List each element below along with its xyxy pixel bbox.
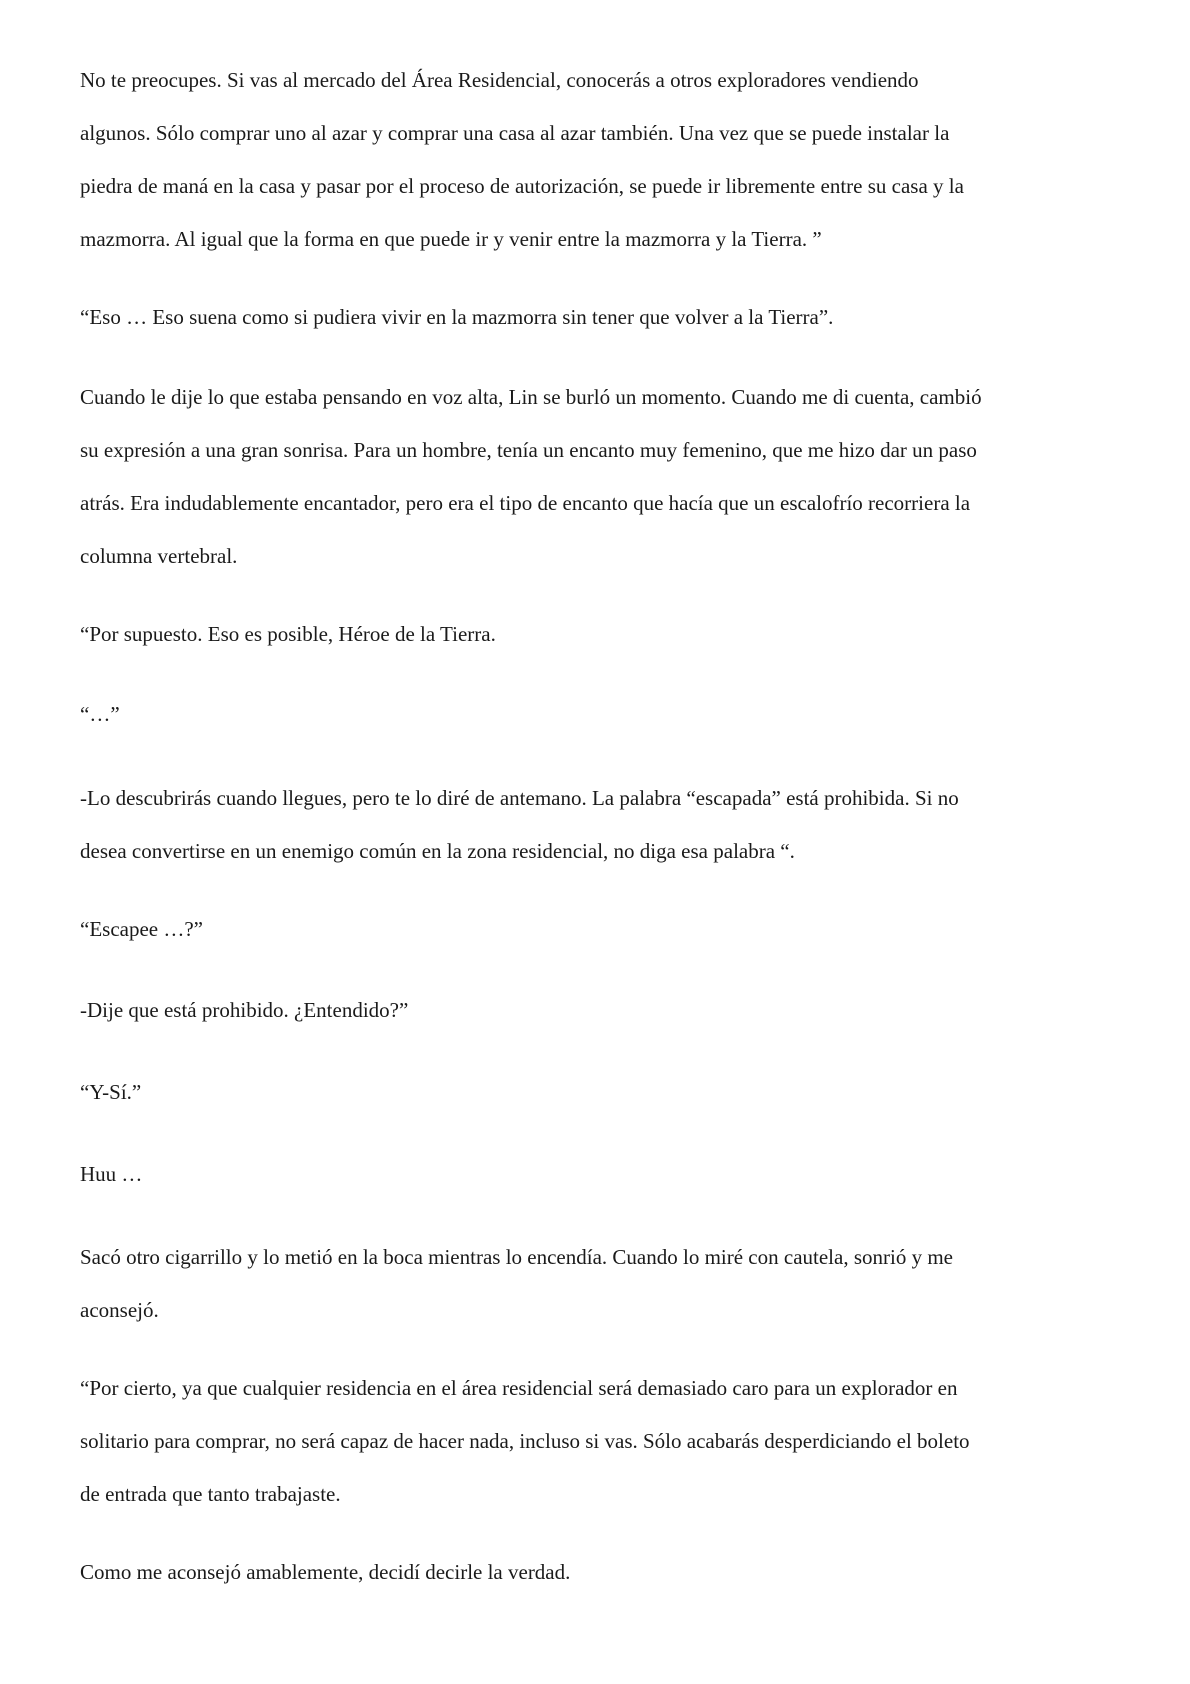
text-line: columna vertebral. — [80, 544, 238, 568]
paragraph-residence-cost — [80, 1362, 1120, 1521]
text-line: Como me aconsejó amablemente, decidí decirle la verdad. — [80, 1560, 571, 1584]
paragraph-huu — [80, 1148, 1120, 1201]
paragraph-of-course — [80, 608, 1120, 661]
text-line: piedra de maná en la casa y pasar por el proceso de autorización, se puede ir libremente entre su casa y la — [80, 174, 964, 198]
paragraph-understood — [80, 984, 1120, 1037]
text-line: “Eso … Eso suena como si pudiera vivir en la mazmorra sin tener que volver a la Tierra”. — [80, 305, 834, 329]
paragraph-lin-smile — [80, 371, 1120, 583]
text-line: Sacó otro cigarrillo y lo metió en la boca mientras lo encendía. Cuando lo miré con cautela, sonrió y me — [80, 1245, 953, 1269]
text-line: -Dije que está prohibido. ¿Entendido?” — [80, 998, 409, 1022]
text-line: Cuando le dije lo que estaba pensando en voz alta, Lin se burló un momento. Cuando me di cuenta, cambió — [80, 385, 982, 409]
paragraph-escapee — [80, 903, 1120, 956]
text-line: No te preocupes. Si vas al mercado del Área Residencial, conocerás a otros exploradores vendiendo — [80, 68, 919, 92]
paragraph-yes — [80, 1066, 1120, 1119]
text-line: -Lo descubrirás cuando llegues, pero te lo diré de antemano. La palabra “escapada” está prohibida. Si no — [80, 786, 959, 810]
text-line: Huu … — [80, 1162, 143, 1186]
paragraph-live-in-dungeon — [80, 291, 1120, 344]
text-line: de entrada que tanto trabajaste. — [80, 1482, 341, 1506]
paragraph-forbidden-word — [80, 772, 1120, 878]
text-line: “Por cierto, ya que cualquier residencia en el área residencial será demasiado caro para un explorador en — [80, 1376, 958, 1400]
text-line: desea convertirse en un enemigo común en la zona residencial, no diga esa palabra “. — [80, 839, 795, 863]
text-line: “Por supuesto. Eso es posible, Héroe de la Tierra. — [80, 622, 496, 646]
paragraph-ellipsis — [80, 688, 1120, 741]
text-line: “Escapee …?” — [80, 917, 203, 941]
text-line: solitario para comprar, no será capaz de hacer nada, incluso si vas. Sólo acabarás desperdiciando el boleto — [80, 1429, 970, 1453]
text-line: aconsejó. — [80, 1298, 159, 1322]
paragraph-cigarette — [80, 1231, 1120, 1337]
text-line: su expresión a una gran sonrisa. Para un hombre, tenía un encanto muy femenino, que me hizo dar un paso — [80, 438, 977, 462]
text-line: algunos. Sólo comprar uno al azar y comprar una casa al azar también. Una vez que se puede instalar la — [80, 121, 950, 145]
text-line: atrás. Era indudablemente encantador, pero era el tipo de encanto que hacía que un escalofrío recorriera la — [80, 491, 971, 515]
text-line: “…” — [80, 702, 120, 726]
text-line: mazmorra. Al igual que la forma en que puede ir y venir entre la mazmorra y la Tierra. ” — [80, 227, 822, 251]
paragraph-tell-truth — [80, 1546, 1120, 1599]
paragraph-market-advice — [80, 54, 1120, 266]
text-line: “Y-Sí.” — [80, 1080, 142, 1104]
